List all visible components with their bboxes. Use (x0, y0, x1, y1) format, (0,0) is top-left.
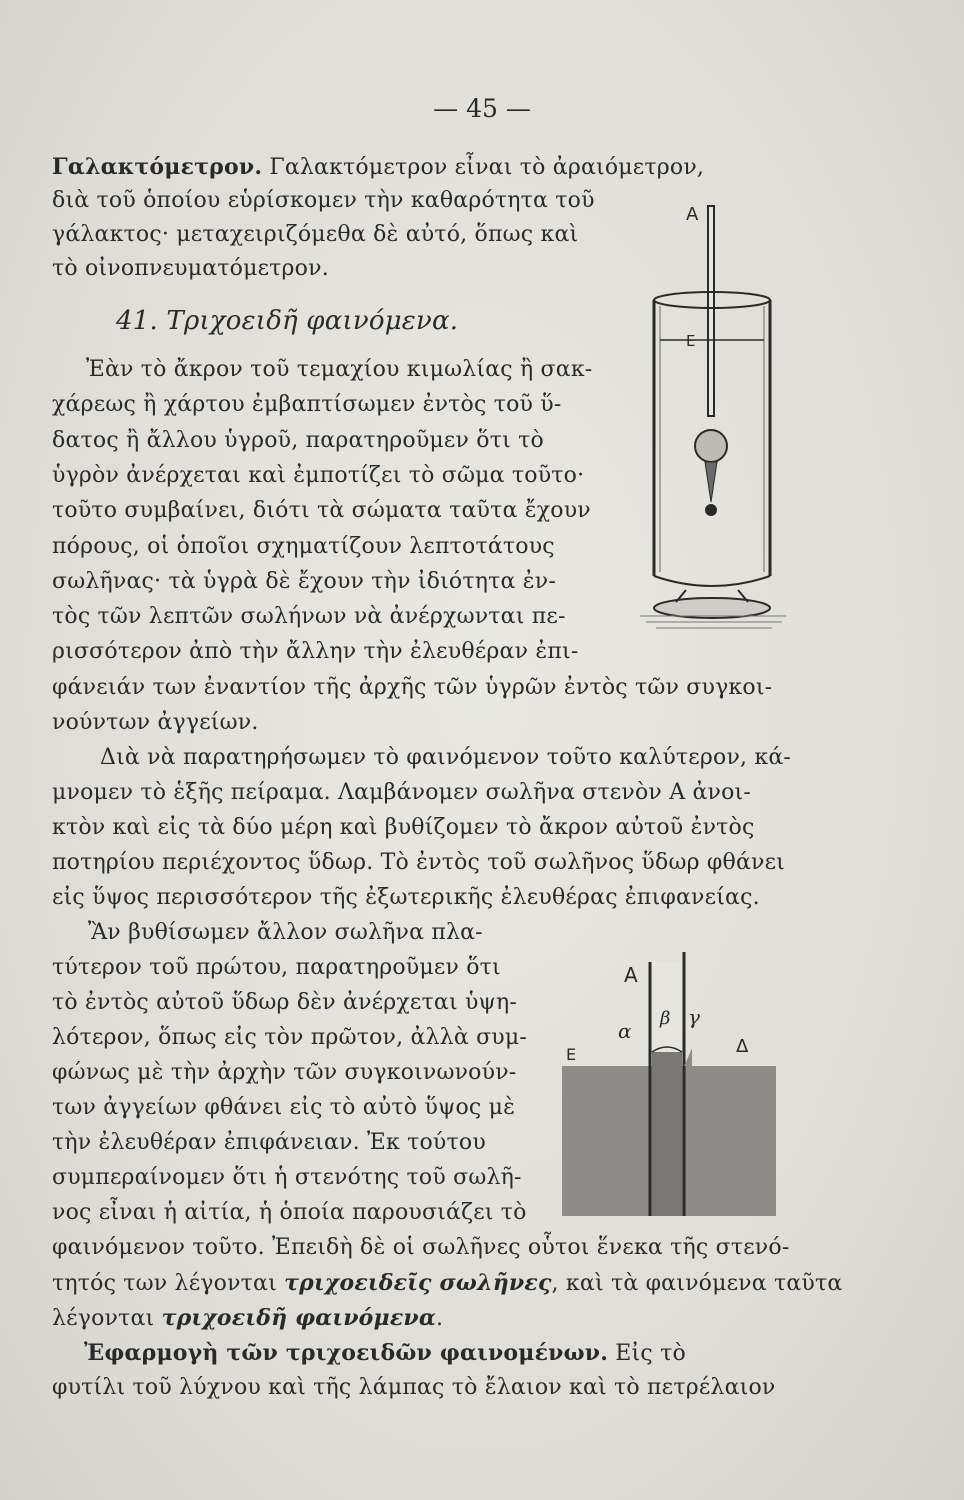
figure-capillary-cylinder (636, 196, 788, 656)
application-line-2: φυτίλι τοῦ λύχνου καὶ τῆς λάμπας τὸ ἔλαιον καὶ τὸ πετρέλαιον (52, 1375, 776, 1400)
figure2-label-c: γ (688, 1005, 700, 1029)
wide-tube-line-11-end: , καὶ τὰ φαινόμενα ταῦτα (551, 1271, 843, 1296)
figure1-label-tube: Α (686, 204, 699, 225)
wide-tube-line-11-text: τητός των λέγονται (52, 1271, 285, 1296)
wide-tube-line-3: τὸ ἐντὸς αὐτοῦ ὕδωρ δὲν ἀνέρχεται ὑψη- (52, 990, 518, 1015)
drop (705, 462, 717, 502)
thin-tube (708, 206, 714, 416)
section-41-line-9: ρισσότερον ἀπὸ τὴν ἄλλην τὴν ἐλευθέραν ἐπι- (52, 639, 579, 664)
application-line-1 (84, 1338, 686, 1369)
page-number: — 45 — (433, 94, 531, 123)
section-41-line-10: φάνειάν των ἐναντίον τῆς ἀρχῆς τῶν ὑγρῶν ἐντὸς τῶν συγκοι- (52, 675, 773, 700)
wide-tube-line-6: των ἀγγείων φθάνει εἰς τὸ αὐτὸ ὕψος μὲ (52, 1095, 516, 1120)
wide-tube-line-9: νος εἶναι ἡ αἰτία, ἡ ὁποία παρουσιάζει τὸ (52, 1200, 527, 1225)
wide-tube-line-1: Ἂν βυθίσωμεν ἄλλον σωλῆνα πλα- (88, 920, 483, 945)
section-41-line-5: τοῦτο συμβαίνει, διότι τὰ σώματα ταῦτα ἔχουν (52, 498, 591, 523)
wide-tube-line-5: φώνως μὲ τὴν ἀρχὴν τῶν συγκοινωνούν- (52, 1060, 517, 1085)
term-capillary-phenomena: τριχοειδῆ φαινόμενα (161, 1305, 437, 1331)
wide-tube-line-12-text: λέγονται (52, 1306, 162, 1331)
experiment-line-3: κτὸν καὶ εἰς τὰ δύο μέρη καὶ βυθίζομεν τὸ ἄκρον αὐτοῦ ἐντὸς (52, 815, 755, 840)
application-text: Εἰς τὸ (608, 1341, 686, 1366)
wide-tube-line-11 (52, 1268, 842, 1299)
section-41-line-11: νούντων ἀγγείων. (52, 710, 259, 735)
figure2-label-b: β (660, 1008, 671, 1029)
section-41-line-3: δατος ἢ ἄλλου ὑγροῦ, παρατηροῦμεν ὅτι τὸ (52, 428, 544, 453)
experiment-line-4: ποτηρίου περιέχοντος ὕδωρ. Τὸ ἐντὸς τοῦ σωλῆνος ὕδωρ φθάνει (52, 850, 786, 875)
term-capillary-tubes: τριχοειδεῖς σωλῆνες (284, 1270, 552, 1296)
section-41-line-7: σωλῆνας· τὰ ὑγρὰ δὲ ἔχουν τὴν ἰδιότητα ἐν- (52, 569, 556, 594)
experiment-line-5: εἰς ὕψος περισσότερον τῆς ἐξωτερικῆς ἐλευθέρας ἐπιφανείας. (52, 885, 760, 910)
wide-tube-line-10: φαινόμενον τοῦτο. Ἐπειδὴ δὲ οἱ σωλῆνες οὗτοι ἕνεκα τῆς στενό- (52, 1235, 790, 1260)
figure1-label-surface: Ε (686, 332, 696, 350)
section-41-line-4: ὑγρὸν ἀνέρχεται καὶ ἐμποτίζει τὸ σῶμα τοῦτο· (52, 463, 585, 488)
bulb (695, 430, 727, 462)
wide-tube-line-7: τὴν ἐλευθέραν ἐπιφάνειαν. Ἐκ τούτου (52, 1130, 486, 1155)
drop-tip (705, 504, 717, 516)
galaktometron-line-4: τὸ οἰνοπνευματόμετρον. (52, 256, 329, 281)
wide-tube-air (652, 962, 682, 1052)
section-41-line-1: Ἐὰν τὸ ἄκρον τοῦ τεμαχίου κιμωλίας ἢ σακ- (86, 357, 593, 382)
section-41-heading: 41. Τριχοειδῆ φαινόμενα. (116, 306, 459, 336)
wide-tube-line-12 (52, 1303, 443, 1334)
section-41-line-2: χάρεως ἢ χάρτου ἐμβαπτίσωμεν ἐντὸς τοῦ ὕ- (52, 392, 562, 417)
section-41-line-6: πόρους, οἱ ὁποῖοι σχηματίζουν λεπτοτάτους (52, 534, 555, 559)
water-left-meniscus (562, 1050, 658, 1216)
wide-tube-line-12-end: . (436, 1306, 444, 1331)
figure2-label-A: Α (624, 963, 638, 987)
wide-tube-line-2: τύτερον τοῦ πρώτου, παρατηροῦμεν ὅτι (52, 955, 501, 980)
figure2-label-E: Ε (566, 1045, 577, 1064)
wide-tube-line-8: συμπεραίνομεν ὅτι ἡ στενότης τοῦ σωλῆ- (52, 1165, 522, 1190)
figure2-label-a: α (618, 1019, 632, 1043)
wide-tube-line-4: λότερον, ὅπως εἰς τὸν πρῶτον, ἀλλὰ συμ- (52, 1025, 527, 1050)
figure-capillary-tubes (556, 942, 782, 1232)
section-41-line-8: τὸς τῶν λεπτῶν σωλήνων νὰ ἀνέρχωνται πε- (52, 604, 566, 629)
cylinder-base (654, 598, 770, 618)
galaktometron-text: Γαλακτόμετρον εἶναι τὸ ἀραιόμετρον, (262, 155, 705, 180)
galaktometron-line-3: γάλακτος· μεταχειριζόμεθα δὲ αὐτό, ὅπως καὶ (52, 222, 579, 247)
experiment-line-1: Διὰ νὰ παρατηρήσωμεν τὸ φαινόμενον τοῦτο καλύτερον, κά- (100, 745, 792, 770)
application-title: Ἐφαρμογὴ τῶν τριχοειδῶν φαινομένων. (84, 1340, 609, 1366)
figure2-label-D: Δ (736, 1036, 749, 1057)
experiment-line-2: μνομεν τὸ ἑξῆς πείραμα. Λαμβάνομεν σωλῆνα στενὸν Α ἀνοι- (52, 780, 752, 805)
galaktometron-line-2: διὰ τοῦ ὁποίου εὑρίσκομεν τὴν καθαρότητα τοῦ (52, 188, 595, 213)
galaktometron-title: Γαλακτόμετρον. (52, 154, 263, 180)
cylinder-bottom (654, 576, 770, 586)
galaktometron-line-1 (52, 152, 704, 183)
